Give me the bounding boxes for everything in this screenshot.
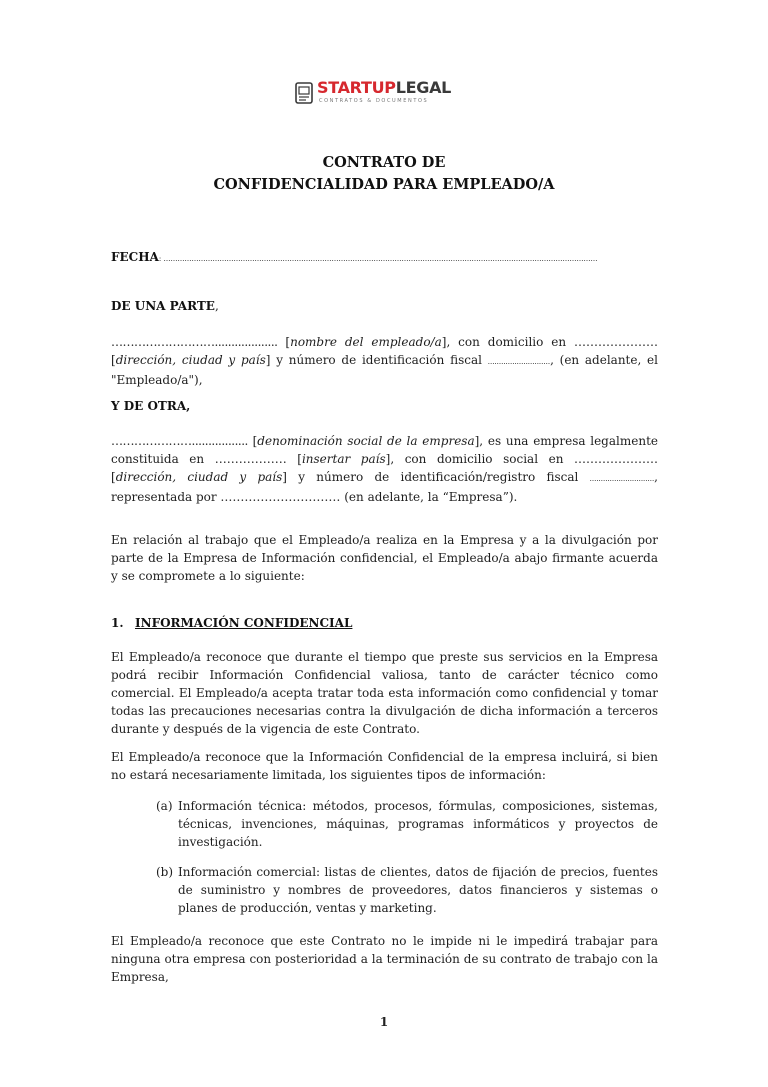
party-one-heading: DE UNA PARTE, bbox=[111, 299, 219, 313]
list-item-text: Información técnica: métodos, procesos, fórmulas, composiciones, sistemas, técnicas, invenciones, máquinas, programas informáticos y proyectos de investigación. bbox=[178, 799, 658, 849]
intro-paragraph: En relación al trabajo que el Empleado/a realiza en la Empresa y a la divulgación por parte de la Empresa de Información confidencial, el Empleado/a abajo firmante acuerda y se compromete a lo siguiente: bbox=[111, 533, 658, 583]
list-item bbox=[156, 863, 658, 917]
startuplegal-logo bbox=[295, 77, 450, 111]
party-one-text: ………………………................... [nombre del empleado/a], con domicilio en ………………… [dirección, ciudad y país] y número de identificación fiscal ............................, (en adelante, el "Empleado/a"), bbox=[111, 335, 659, 387]
section-1-paragraph-2: El Empleado/a reconoce que la Información Confidencial de la empresa incluirá, si bien no estará necesariamente limitada, los siguientes tipos de información: bbox=[111, 750, 658, 782]
title-line-1: CONTRATO DE bbox=[322, 154, 446, 171]
section-1-paragraph-3: El Empleado/a reconoce que este Contrato no le impide ni le impedirá trabajar para ninguna otra empresa con posterioridad a la terminación de su contrato de trabajo con la Empresa, bbox=[111, 934, 658, 984]
brand-name: STARTUPLEGAL bbox=[317, 78, 452, 97]
list-item-text: Información comercial: listas de clientes, datos de fijación de precios, fuentes de suministro y nombres de proveedores, datos financieros y sistemas o planes de producción, ventas y marketing. bbox=[178, 865, 658, 915]
page-number: 1 bbox=[379, 1015, 389, 1029]
fecha-line: FECHA: …………………………………………………………………………………………………………………………………………………………………… bbox=[111, 250, 598, 264]
brand-tagline: CONTRATOS & DOCUMENTOS bbox=[319, 98, 429, 104]
party-two-text: …………………................. [denominación social de la empresa], es una empresa legalmente constituida en ……………… [insertar país], con domicilio social en ………………… [dirección, ciudad y país] y número de identificación/registro fiscal ............................., representada por ………………………… (en adelante, la “Empresa”). bbox=[111, 434, 659, 504]
section-1-paragraph-1: El Empleado/a reconoce que durante el tiempo que preste sus servicios en la Empresa podrá recibir Información Confidencial valiosa, tanto de carácter técnico como comercial. El Empleado/a acepta tratar toda esta información como confidencial y tomar todas las precauciones necesarias contra la divulgación de dicha información a terceros durante y después de la vigencia de este Contrato. bbox=[111, 650, 658, 736]
list-item bbox=[156, 797, 658, 851]
document-icon bbox=[295, 82, 313, 104]
party-two-heading: Y DE OTRA, bbox=[111, 399, 191, 413]
list-item-label: (a) bbox=[156, 799, 173, 813]
list-item-label: (b) bbox=[156, 865, 174, 879]
section-1-heading: 1. INFORMACIÓN CONFIDENCIAL bbox=[111, 616, 353, 630]
title-line-2: CONFIDENCIALIDAD PARA EMPLEADO/A bbox=[213, 176, 555, 193]
